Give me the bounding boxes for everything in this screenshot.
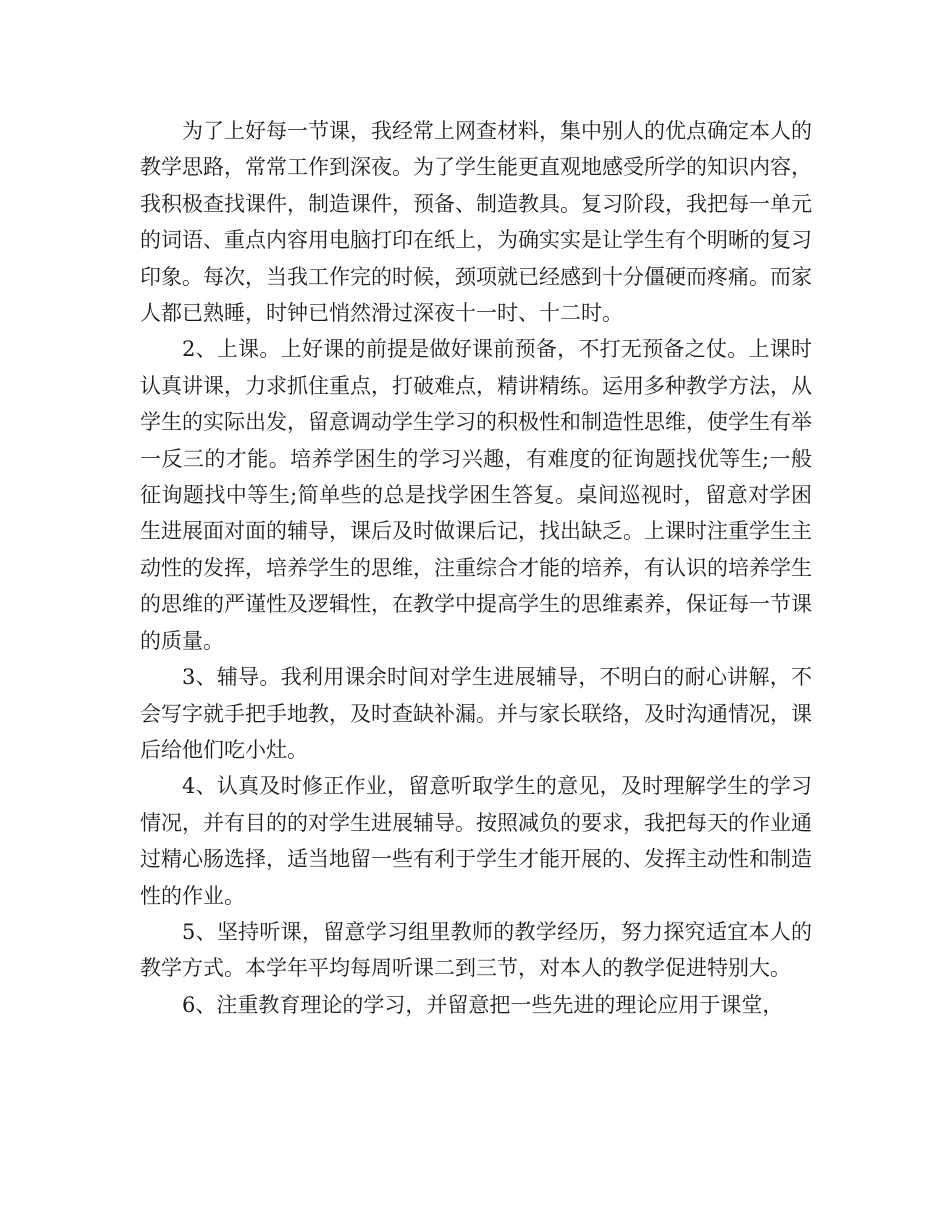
paragraph-2: 2、上课。上好课的前提是做好课前预备，不打无预备之仗。上课时认真讲课，力求抓住重点，打破难点，精讲精练。运用多种教学方法，从学生的实际出发，留意调动学生学习的积极性和制造性思维，使学生有举一反三的才能。培养学困生的学习兴趣，有难度的征询题找优等生;一般征询题找中等生;简单些的总是找学困生答复。桌间巡视时，留意对学困生进展面对面的辅导，课后及时做课后记，找出缺乏。上课时注重学生主动性的发挥，培养学生的思维，注重综合才能的培养，有认识的培养学生的思维的严谨性及逻辑性，在教学中提高学生的思维素养，保证每一节课的质量。 xyxy=(140,337,812,653)
paragraph-5: 5、坚持听课，留意学习组里教师的教学经历，努力探究适宜本人的教学方式。本学年平均每周听课二到三节，对本人的教学促进特别大。 xyxy=(140,919,812,981)
document-body xyxy=(140,113,812,1023)
paragraph-1: 为了上好每一节课，我经常上网查材料，集中别人的优点确定本人的教学思路，常常工作到深夜。为了学生能更直观地感受所学的知识内容，我积极查找课件，制造课件，预备、制造教具。复习阶段，我把每一单元的词语、重点内容用电脑打印在纸上，为确实实是让学生有个明晰的复习印象。每次，当我工作完的时候，颈项就已经感到十分僵硬而疼痛。而家人都已熟睡，时钟已悄然滑过深夜十一时、十二时。 xyxy=(140,119,812,326)
paragraph-3: 3、辅导。我利用课余时间对学生进展辅导，不明白的耐心讲解，不会写字就手把手地教，及时查缺补漏。并与家长联络，及时沟通情况，课后给他们吃小灶。 xyxy=(140,665,812,762)
paragraph-4: 4、认真及时修正作业，留意听取学生的意见，及时理解学生的学习情况，并有目的的对学生进展辅导。按照减负的要求，我把每天的作业通过精心肠选择，适当地留一些有利于学生才能开展的、发挥主动性和制造性的作业。 xyxy=(140,774,812,908)
paragraph-6: 6、注重教育理论的学习，并留意把一些先进的理论应用于课堂， xyxy=(182,992,784,1017)
